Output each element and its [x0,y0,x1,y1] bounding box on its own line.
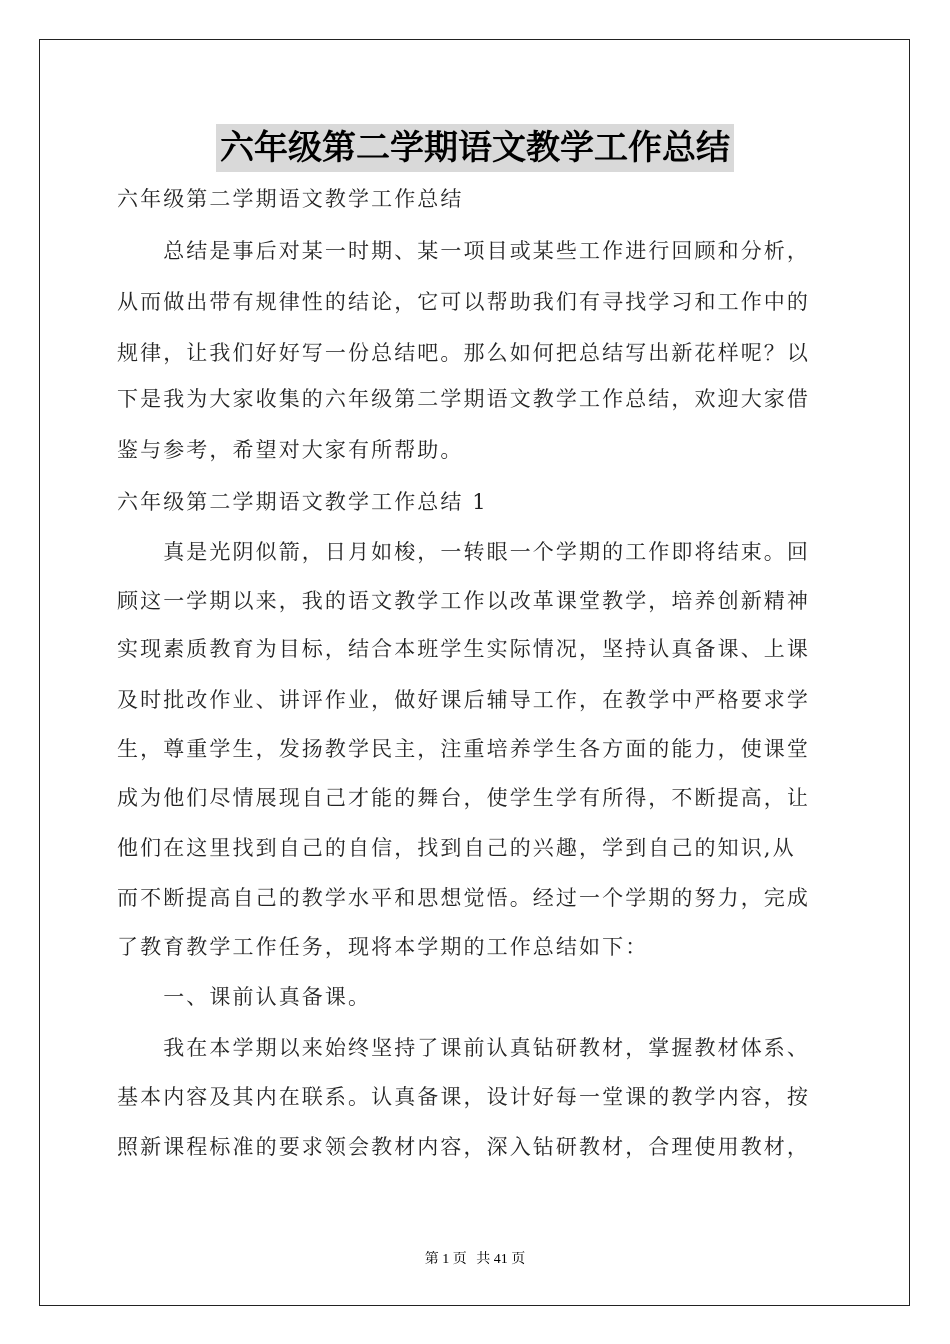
paragraph-line: 真是光阴似箭，日月如梭，一转眼一个学期的工作即将结束。回 [117,540,810,564]
paragraph-line: 了教育教学工作任务，现将本学期的工作总结如下： [117,935,649,959]
page-total: 共 41 页 [476,1252,526,1267]
page-number: 第 1 页 [424,1252,467,1267]
subtitle-line: 六年级第二学期语文教学工作总结 [117,187,464,211]
page-border [39,39,910,1306]
paragraph-line: 基本内容及其内在联系。认真备课，设计好每一堂课的教学内容，按 [117,1085,810,1109]
paragraph-line: 我在本学期以来始终坚持了课前认真钻研教材，掌握教材体系、 [117,1036,810,1060]
section-heading: 六年级第二学期语文教学工作总结 1 [117,490,488,514]
subsection-heading: 一、课前认真备课。 [117,985,372,1009]
document-title: 六年级第二学期语文教学工作总结 [216,124,734,172]
paragraph-line: 下是我为大家收集的六年级第二学期语文教学工作总结，欢迎大家借 [117,387,810,411]
paragraph-line: 而不断提高自己的教学水平和思想觉悟。经过一个学期的努力，完成 [117,886,810,910]
paragraph-line: 生，尊重学生，发扬教学民主，注重培养学生各方面的能力，使课堂 [117,737,810,761]
paragraph-line: 照新课程标准的要求领会教材内容，深入钻研教材，合理使用教材， [117,1135,810,1159]
paragraph-line: 总结是事后对某一时期、某一项目或某些工作进行回顾和分析， [117,239,810,263]
paragraph-line: 他们在这里找到自己的自信，找到自己的兴趣，学到自己的知识,从 [117,836,796,860]
paragraph-line: 规律，让我们好好写一份总结吧。那么如何把总结写出新花样呢？以 [117,341,810,365]
page-footer [0,1248,950,1268]
paragraph-line: 鉴与参考，希望对大家有所帮助。 [117,438,464,462]
paragraph-line: 及时批改作业、讲评作业，做好课后辅导工作，在教学中严格要求学 [117,688,810,712]
title-container [0,124,950,172]
paragraph-line: 实现素质教育为目标，结合本班学生实际情况，坚持认真备课、上课 [117,637,810,661]
paragraph-line: 从而做出带有规律性的结论，它可以帮助我们有寻找学习和工作中的 [117,290,810,314]
paragraph-line: 顾这一学期以来，我的语文教学工作以改革课堂教学，培养创新精神 [117,589,810,613]
paragraph-line: 成为他们尽情展现自己才能的舞台，使学生学有所得，不断提高，让 [117,786,810,810]
